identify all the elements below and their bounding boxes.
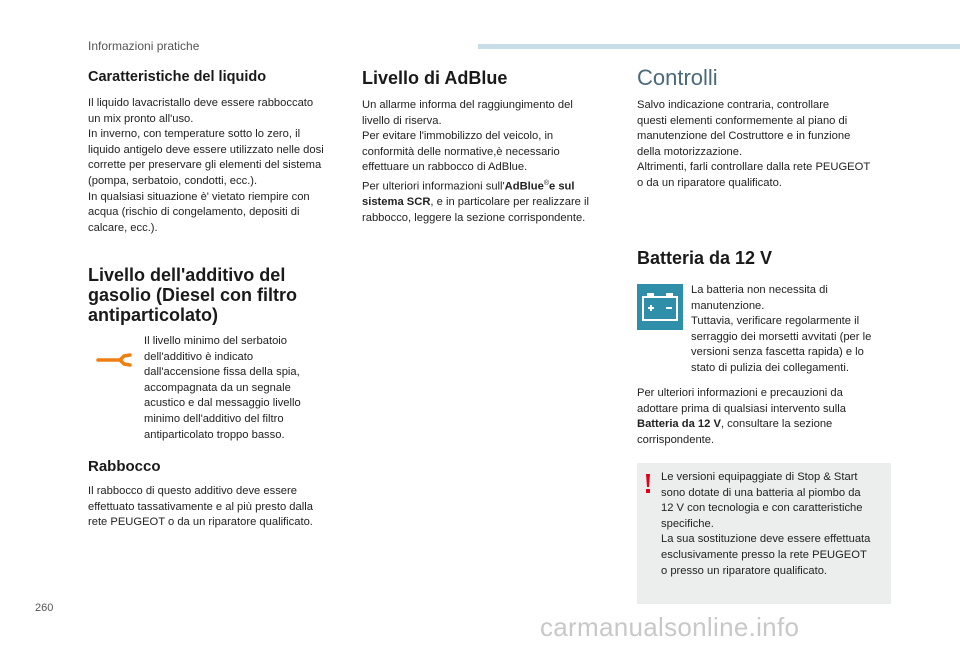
battery-more-text: Per ulteriori informazioni e precauzioni da adottare prima di qualsiasi intervento sulla Batteria da 12 V, consultare la sezione corrispondente. bbox=[637, 387, 846, 446]
exclamation-icon bbox=[643, 473, 653, 500]
refill-title: Rabbocco bbox=[88, 458, 161, 475]
section-label: Informazioni pratiche bbox=[88, 39, 200, 53]
watermark: carmanualsonline.info bbox=[540, 612, 800, 642]
wrench-icon bbox=[96, 346, 134, 373]
refill-text: Il rabbocco di questo additivo deve essere effettuato tassativamente e al più presto dalla rete PEUGEOT o da un riparatore qualificato. bbox=[88, 485, 313, 529]
controls-text: Salvo indicazione contraria, controllare questi elementi conformemente al piano di manutenzione del Costruttore e in funzione della motorizzazione. Altrimenti, farli controllare dalla rete PEUGEOT o da un riparatore qualificato. bbox=[637, 99, 871, 189]
liquid-title: Caratteristiche del liquido bbox=[88, 69, 267, 85]
additive-title: Livello dell'additivo del gasolio (Diesel con filtro antiparticolato) bbox=[88, 265, 298, 325]
liquid-text: Il liquido lavacristallo deve essere rabboccato un mix pronto all'uso. In inverno, con temperature sotto lo zero, il liquido antigelo deve essere utilizzato nelle dosi corrette per preservare gli elementi del sistema (pompa, serbatoio, condotti, ecc.). In qualsiasi situazione è' vietato riempire con acqua (rischio di congelamento, depositi di calcare, ecc.). bbox=[88, 97, 324, 234]
battery-text: La batteria non necessita di manutenzione. Tuttavia, verificare regolarmente il serraggio dei morsetti avvitati (per le versioni senza fascetta rapida) e lo stato di pulizia dei collegamenti. bbox=[691, 284, 872, 374]
battery-title: Batteria da 12 V bbox=[637, 248, 773, 268]
header-bar bbox=[478, 44, 960, 49]
battery-icon bbox=[637, 284, 683, 335]
adblue-text: Un allarme informa del raggiungimento del livello di riserva. Per evitare l'immobilizzo del veicolo, in conformità delle normative,è necessario effettuare un rabbocco di AdBlue. Per ulteriori informazioni sull'AdBlue®e sul sistema SCR, e in particolare per realizzare il rabbocco, leggere la sezione corrispondente. bbox=[362, 99, 589, 224]
page-number: 260 bbox=[35, 602, 54, 614]
adblue-title: Livello di AdBlue bbox=[362, 68, 508, 88]
warning-text: Le versioni equipaggiate di Stop & Start sono dotate di una batteria al piombo da 12 V con tecnologia e con caratteristiche specifiche. La sua sostituzione deve essere effettuata esclusivamente presso la rete PEUGEOT o presso un riparatore qualificato. bbox=[661, 471, 871, 577]
warning-box bbox=[637, 463, 891, 604]
additive-text: Il livello minimo del serbatoio dell'additivo è indicato dall'accensione fissa della spia, accompagnata da un segnale acustico e dal messaggio livello minimo dell'additivo del filtro antiparticolato troppo basso. bbox=[144, 335, 301, 441]
controls-title: Controlli bbox=[637, 65, 718, 90]
